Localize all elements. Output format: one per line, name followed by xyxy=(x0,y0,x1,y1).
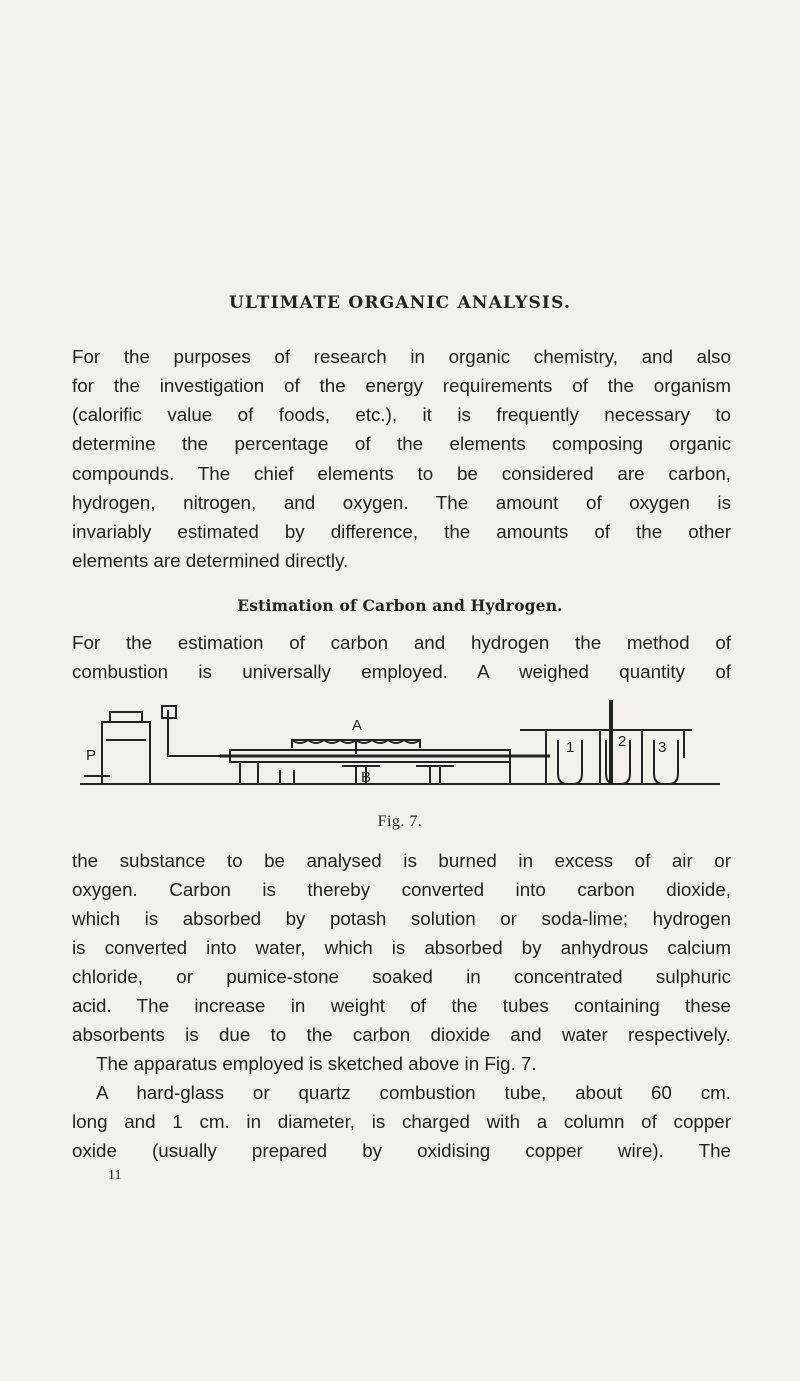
intro-line: hydrogen, nitrogen, and oxygen. The amount of oxygen is xyxy=(72,492,731,513)
body-line: oxygen. Carbon is thereby converted into carbon dioxide, xyxy=(72,879,731,900)
body-line: long and 1 cm. in diameter, is charged with a column of copper xyxy=(72,1111,731,1132)
page-number: 11 xyxy=(108,1168,122,1183)
intro-line: (calorific value of foods, etc.), it is frequently necessary to xyxy=(72,404,731,425)
section-line: For the estimation of carbon and hydrogen the method of xyxy=(72,632,731,653)
section-line: combustion is universally employed. A weighed quantity of xyxy=(72,661,731,682)
body-line: the substance to be analysed is burned in excess of air or xyxy=(72,850,731,871)
section-heading: Estimation of Carbon and Hydrogen. xyxy=(237,596,563,615)
intro-line: determine the percentage of the elements composing organic xyxy=(72,433,731,454)
intro-line: elements are determined directly. xyxy=(72,550,349,571)
label-tube-2: 2 xyxy=(618,733,627,750)
intro-line: For the purposes of research in organic chemistry, and also xyxy=(72,346,731,367)
figure-caption: Fig. 7. xyxy=(377,813,423,830)
body-line: The apparatus employed is sketched above in Fig. 7. xyxy=(96,1053,537,1074)
body-line: which is absorbed by potash solution or soda-lime; hydrogen xyxy=(72,908,731,929)
body-line: A hard-glass or quartz combustion tube, about 60 cm. xyxy=(96,1082,731,1103)
label-p: P xyxy=(86,747,97,764)
label-a: A xyxy=(352,717,363,734)
body-line: chloride, or pumice-stone soaked in concentrated sulphuric xyxy=(72,966,731,987)
intro-line: compounds. The chief elements to be considered are carbon, xyxy=(72,463,731,484)
purifier-bottle xyxy=(102,722,150,784)
label-tube-3: 3 xyxy=(658,739,667,756)
body-line: is converted into water, which is absorbed by anhydrous calcium xyxy=(72,937,731,958)
intro-line: for the investigation of the energy requirements of the organism xyxy=(72,375,731,396)
combustion-apparatus-figure xyxy=(80,700,740,800)
label-b: B xyxy=(361,769,372,786)
page-title: ULTIMATE ORGANIC ANALYSIS. xyxy=(228,293,572,313)
body-line: oxide (usually prepared by oxidising copper wire). The xyxy=(72,1140,731,1161)
intro-line: invariably estimated by difference, the amounts of the other xyxy=(72,521,731,542)
body-line: acid. The increase in weight of the tubes containing these xyxy=(72,995,731,1016)
body-line: absorbents is due to the carbon dioxide and water respectively. xyxy=(72,1024,731,1045)
label-tube-1: 1 xyxy=(566,739,575,756)
